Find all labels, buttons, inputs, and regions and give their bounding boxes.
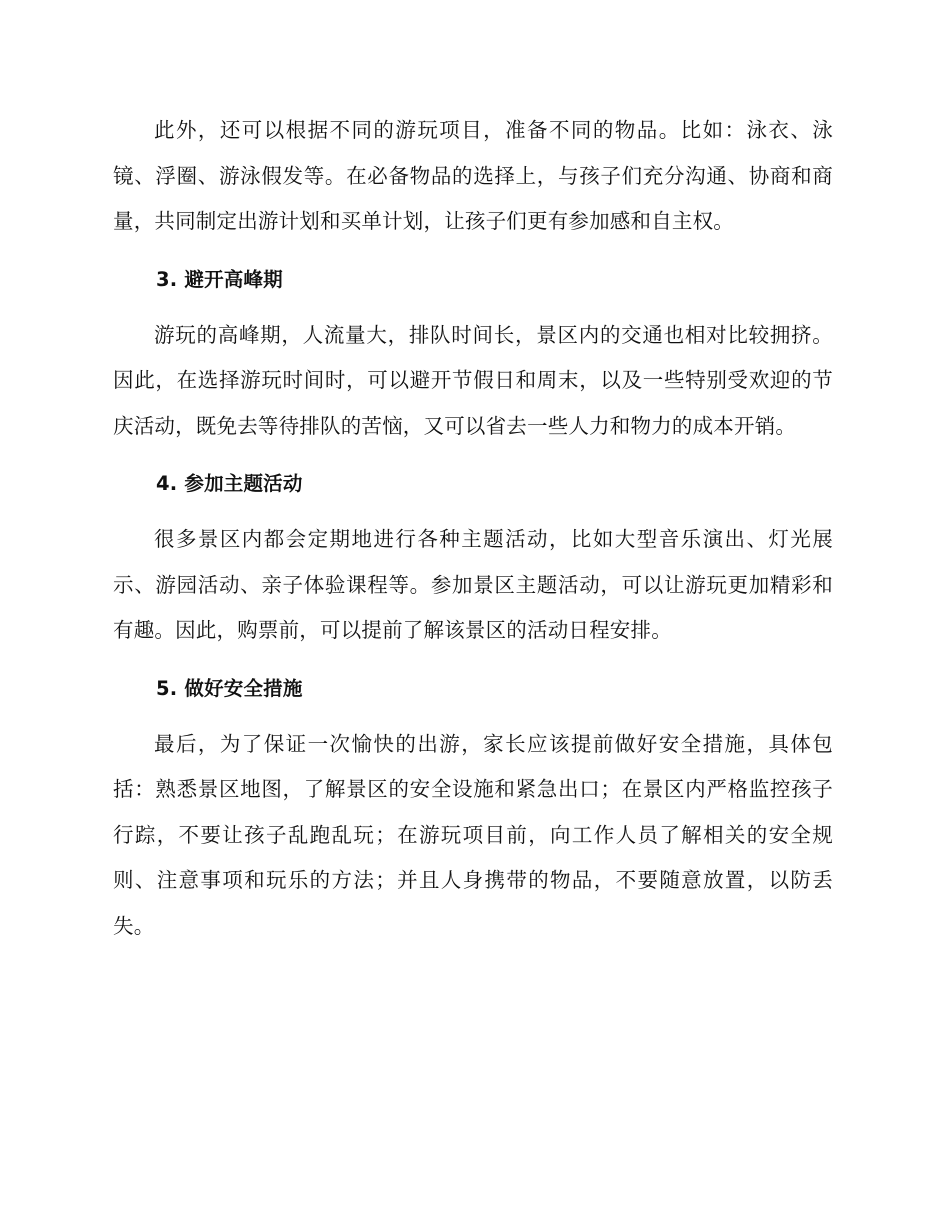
paragraph-items-preparation: 此外，还可以根据不同的游玩项目，准备不同的物品。比如：泳衣、泳镜、浮圈、游泳假发等。在必备物品的选择上，与孩子们充分沟通、协商和商量，共同制定出游计划和买单计划，让孩子们更有参加感和自主权。 [113, 118, 833, 233]
paragraph-safety-measures: 最后，为了保证一次愉快的出游，家长应该提前做好安全措施，具体包括：熟悉景区地图，了解景区的安全设施和紧急出口；在景区内严格监控孩子行踪，不要让孩子乱跑乱玩；在游玩项目前，向工作人员了解相关的安全规则、注意事项和玩乐的方法；并且人身携带的物品，不要随意放置，以防丢失。 [113, 731, 833, 938]
paragraph-avoid-peak: 游玩的高峰期，人流量大，排队时间长，景区内的交通也相对比较拥挤。因此，在选择游玩时间时，可以避开节假日和周末，以及一些特别受欢迎的节庆活动，既免去等待排队的苦恼，又可以省去一些人力和物力的成本开销。 [113, 322, 833, 438]
section-heading-safety-measures: 5. 做好安全措施 [156, 676, 303, 700]
document-body [113, 108, 833, 949]
section-heading-avoid-peak: 3. 避开高峰期 [156, 267, 283, 291]
paragraph-theme-activities: 很多景区内都会定期地进行各种主题活动，比如大型音乐演出、灯光展示、游园活动、亲子体验课程等。参加景区主题活动，可以让游玩更加精彩和有趣。因此，购票前，可以提前了解该景区的活动日程安排。 [113, 527, 833, 642]
section-heading-theme-activities: 4. 参加主题活动 [156, 472, 303, 495]
